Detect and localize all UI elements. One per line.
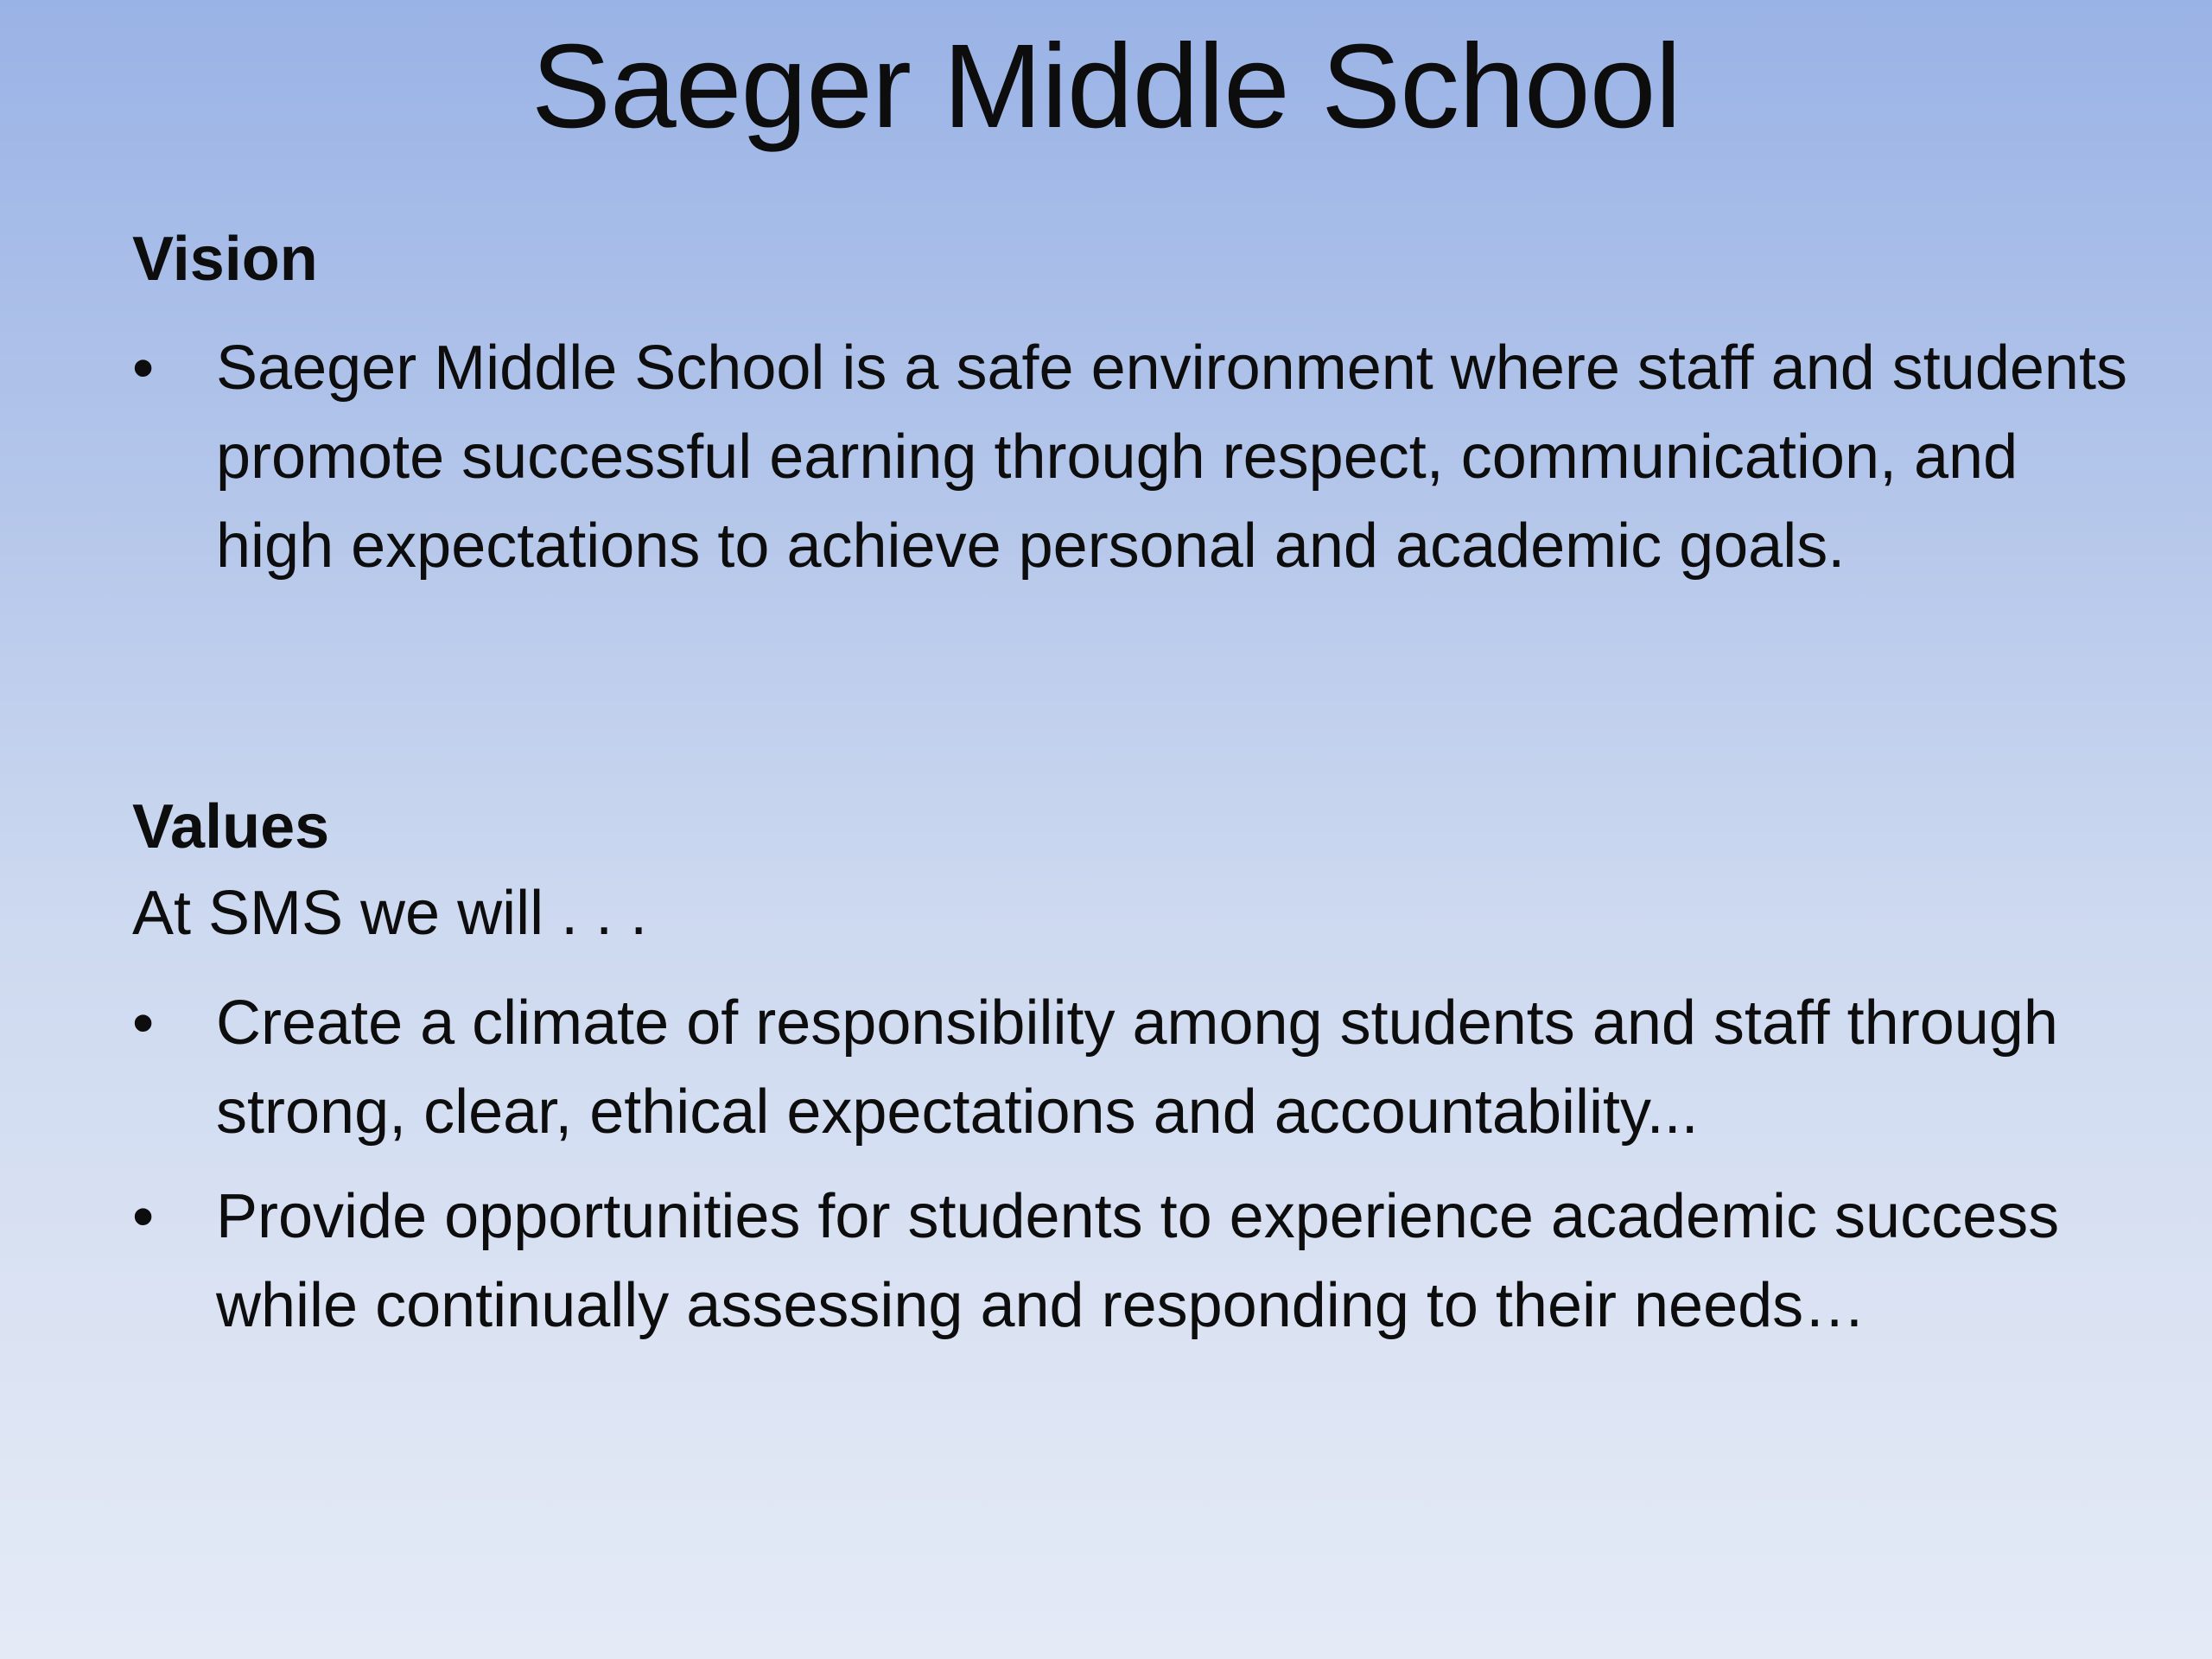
values-statement-responsibility: Create a climate of responsibility among students and staff through strong, clear, ethical expectations and accountability... bbox=[216, 988, 2058, 1147]
bullet-icon: • bbox=[132, 334, 155, 403]
slide-title: Saeger Middle School bbox=[531, 20, 1681, 153]
values-bullet bbox=[0, 979, 2212, 1157]
bullet-icon: • bbox=[132, 988, 155, 1058]
vision-heading: Vision bbox=[132, 225, 318, 294]
values-heading: Values bbox=[132, 792, 330, 861]
values-bullet bbox=[0, 1173, 2212, 1351]
bullet-icon: • bbox=[132, 1182, 155, 1251]
vision-bullet bbox=[0, 324, 2212, 591]
values-intro: At SMS we will . . . bbox=[132, 879, 648, 948]
vision-bullet-list bbox=[0, 324, 2212, 607]
values-statement-opportunities: Provide opportunities for students to experience academic success while continually assessing and responding to their needs… bbox=[216, 1182, 2060, 1340]
vision-statement: Saeger Middle School is a safe environment where staff and students promote successful earning through respect, communication, and high expectations to achieve personal and academic goals. bbox=[216, 334, 2127, 581]
values-bullet-list bbox=[0, 979, 2212, 1366]
